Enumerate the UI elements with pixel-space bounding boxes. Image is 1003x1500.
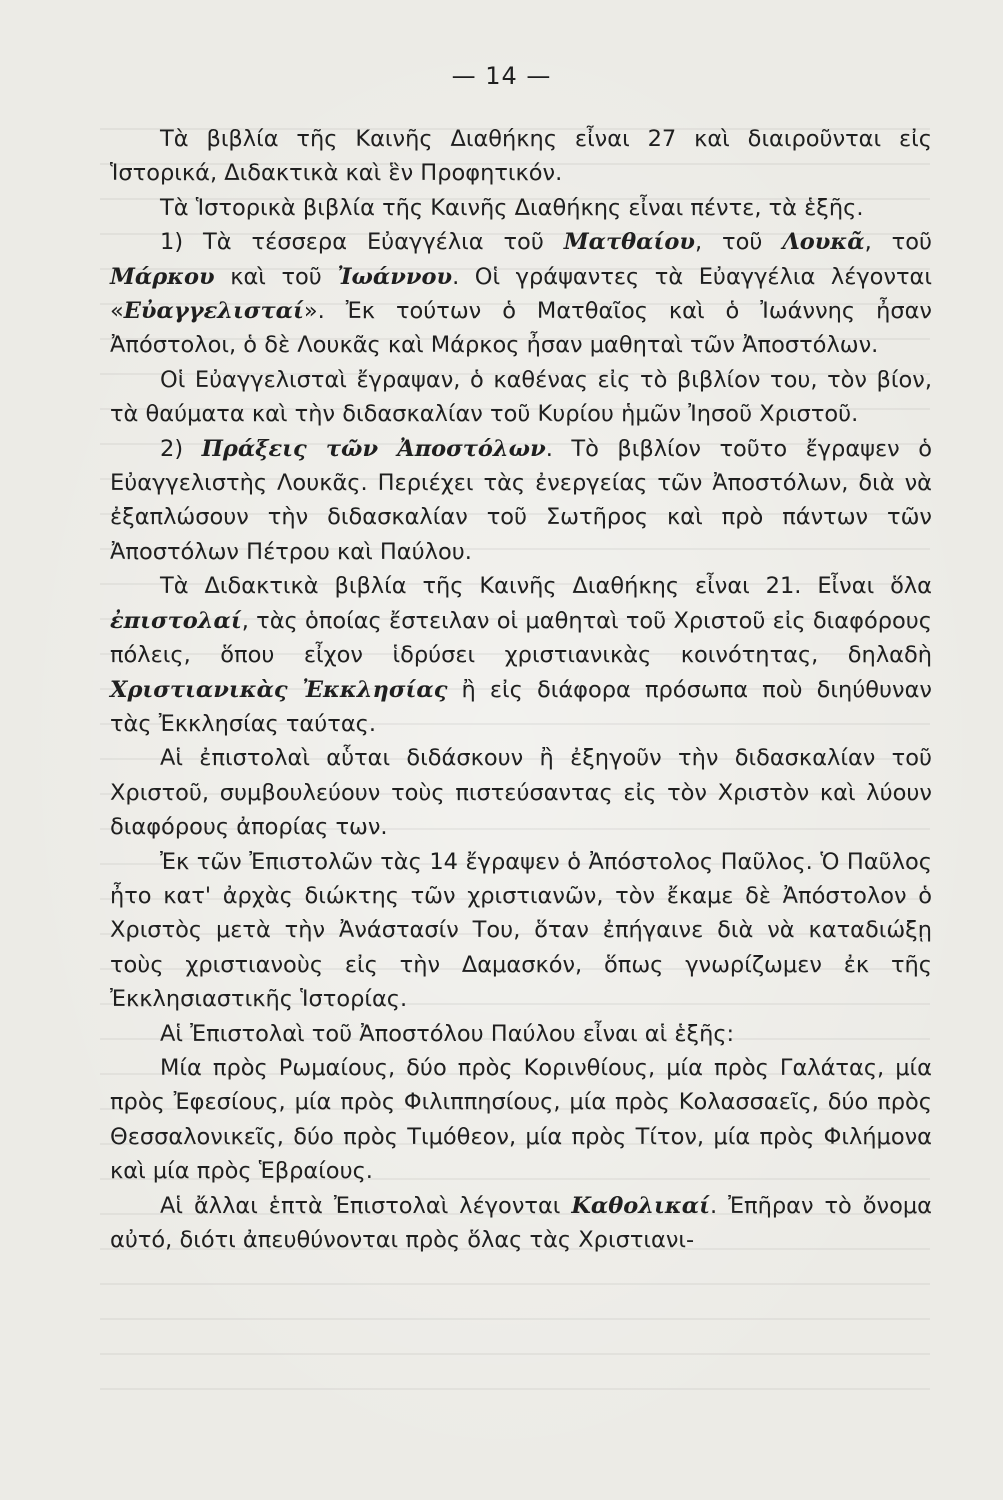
paragraph-acts-of-apostles	[110, 432, 932, 570]
paragraph-evangelists-wrote	[110, 363, 932, 432]
text-run: . Οἱ γράψαντες τὰ Εὐαγγέλια λέγονται «	[110, 263, 933, 325]
emphasized-term: Καθολικαί	[571, 1192, 710, 1219]
emphasized-term: Ματθαίου	[563, 229, 695, 256]
text-run: 2)	[160, 435, 202, 462]
text-run: , τοῦ	[694, 229, 783, 256]
text-body	[110, 122, 932, 1257]
paragraph-four-gospels	[110, 225, 932, 363]
page-number: — 14 —	[451, 62, 552, 90]
text-run: 1) Τὰ τέσσερα Εὐαγγέλια τοῦ	[160, 229, 564, 256]
text-run: . Ἐπῆραν τὸ ὄνομα αὐτό, διότι ἀπευθύνονται πρὸς ὅλας τὰς Χριστιανι-	[110, 1192, 932, 1253]
paragraph-paul-list	[110, 1051, 932, 1189]
text-run: ». Ἐκ τούτων ὁ Ματθαῖος καὶ ὁ Ἰωάννης ἦσαν Ἀπόστολοι, ὁ δὲ Λουκᾶς καὶ Μάρκος ἦσαν μαθηταὶ τῶν Ἀποστόλων.	[110, 298, 932, 359]
emphasized-term: Λουκᾶ	[782, 229, 865, 256]
text-run: Μία πρὸς Ρωμαίους, δύο πρὸς Κορινθίους, μία πρὸς Γαλάτας, μία πρὸς Ἐφεσίους, μία πρὸς Φιλιππησίους, μία πρὸς Κολασσαεῖς, δύο πρὸς Θεσσαλονικεῖς, δύο πρὸς Τιμόθεον, μία πρὸς Τίτον, μία πρὸς Φιλήμονα καὶ μία πρὸς Ἑβραίους.	[110, 1054, 932, 1185]
paragraph-paul-epistles	[110, 845, 932, 1017]
emphasized-term: Ἰωάννου	[337, 263, 453, 290]
text-run: ἢ εἰς διάφορα πρόσωπα ποὺ διηύθυναν τὰς Ἐκκλησίας ταύτας.	[110, 676, 933, 737]
text-run: Οἱ Εὐαγγελισταὶ ἔγραψαν, ὁ καθένας εἰς τὸ βιβλίον του, τὸν βίον, τὰ θαύματα καὶ τὴν διδασκαλίαν τοῦ Κυρίου ἡμῶν Ἰησοῦ Χριστοῦ.	[110, 366, 932, 428]
emphasized-term: Χριστιανικὰς Ἐκκλησίας	[110, 676, 448, 703]
text-run: , τοῦ	[864, 229, 932, 256]
text-run: . Τὸ βιβλίον τοῦτο ἔγραψεν ὁ Εὐαγγελιστὴς Λουκᾶς. Περιέχει τὰς ἐνεργείας τῶν Ἀποστόλων, διὰ νὰ ἐξαπλώσουν τὴν διδασκαλίαν τοῦ Σωτῆρος καὶ πρὸ πάντων τῶν Ἀποστόλων Πέτρου καὶ Παύλου.	[110, 435, 932, 565]
paragraph-paul-list-heading	[110, 1017, 932, 1051]
text-run: Τὰ βιβλία τῆς Καινῆς Διαθήκης εἶναι 27 καὶ διαιροῦνται εἰς Ἱστορικά, Διδακτικὰ καὶ ἓν Προφητικόν.	[110, 126, 932, 187]
text-run: καὶ τοῦ	[214, 263, 338, 290]
paragraph-canon-division	[110, 122, 932, 191]
text-run: , τὰς ὁποίας ἔστειλαν οἱ μαθηταὶ τοῦ Χριστοῦ εἰς διαφόρους πόλεις, ὅπου εἶχον ἱδρύσει χριστιανικὰς κοινότητας, δηλαδὴ	[110, 607, 932, 669]
paragraph-historical-books	[110, 191, 932, 225]
emphasized-term: Εὐαγγελισταί	[123, 298, 304, 325]
text-run: Τὰ Διδακτικὰ βιβλία τῆς Καινῆς Διαθήκης εἶναι 21. Εἶναι ὅλα	[160, 573, 932, 600]
text-run: Αἱ ἄλλαι ἑπτὰ Ἐπιστολαὶ λέγονται	[160, 1192, 572, 1219]
paragraph-catholic-epistles	[110, 1189, 932, 1258]
emphasized-term: Μάρκου	[110, 263, 215, 290]
paragraph-didactic-books	[110, 569, 932, 741]
emphasized-term: ἐπιστολαί	[110, 607, 242, 634]
text-run: Τὰ Ἱστορικὰ βιβλία τῆς Καινῆς Διαθήκης εἶναι πέντε, τὰ ἑξῆς.	[160, 194, 864, 221]
text-run: Ἐκ τῶν Ἐπιστολῶν τὰς 14 ἔγραψεν ὁ Ἀπόστολος Παῦλος. Ὁ Παῦλος ἦτο κατ' ἀρχὰς διώκτης τῶν χριστιανῶν, τὸν ἔκαμε δὲ Ἀπόστολον ὁ Χριστὸς μετὰ τὴν Ἀνάστασίν Του, ὅταν ἐπήγαινε διὰ νὰ καταδιώξῃ τοὺς χριστιανοὺς εἰς τὴν Δαμασκόν, ὅπως γνωρίζωμεν ἐκ τῆς Ἐκκλησιαστικῆς Ἱστορίας.	[110, 848, 932, 1013]
paragraph-epistles-teach	[110, 741, 932, 844]
emphasized-term: Πράξεις τῶν Ἀποστόλων	[201, 435, 546, 462]
text-run: Αἱ Ἐπιστολαὶ τοῦ Ἀποστόλου Παύλου εἶναι αἱ ἑξῆς:	[160, 1020, 735, 1047]
text-run: Αἱ ἐπιστολαὶ αὗται διδάσκουν ἢ ἐξηγοῦν τὴν διδασκαλίαν τοῦ Χριστοῦ, συμβουλεύουν τοὺς πιστεύσαντας εἰς τὸν Χριστὸν καὶ λύουν διαφόρους ἀπορίας των.	[110, 745, 932, 841]
